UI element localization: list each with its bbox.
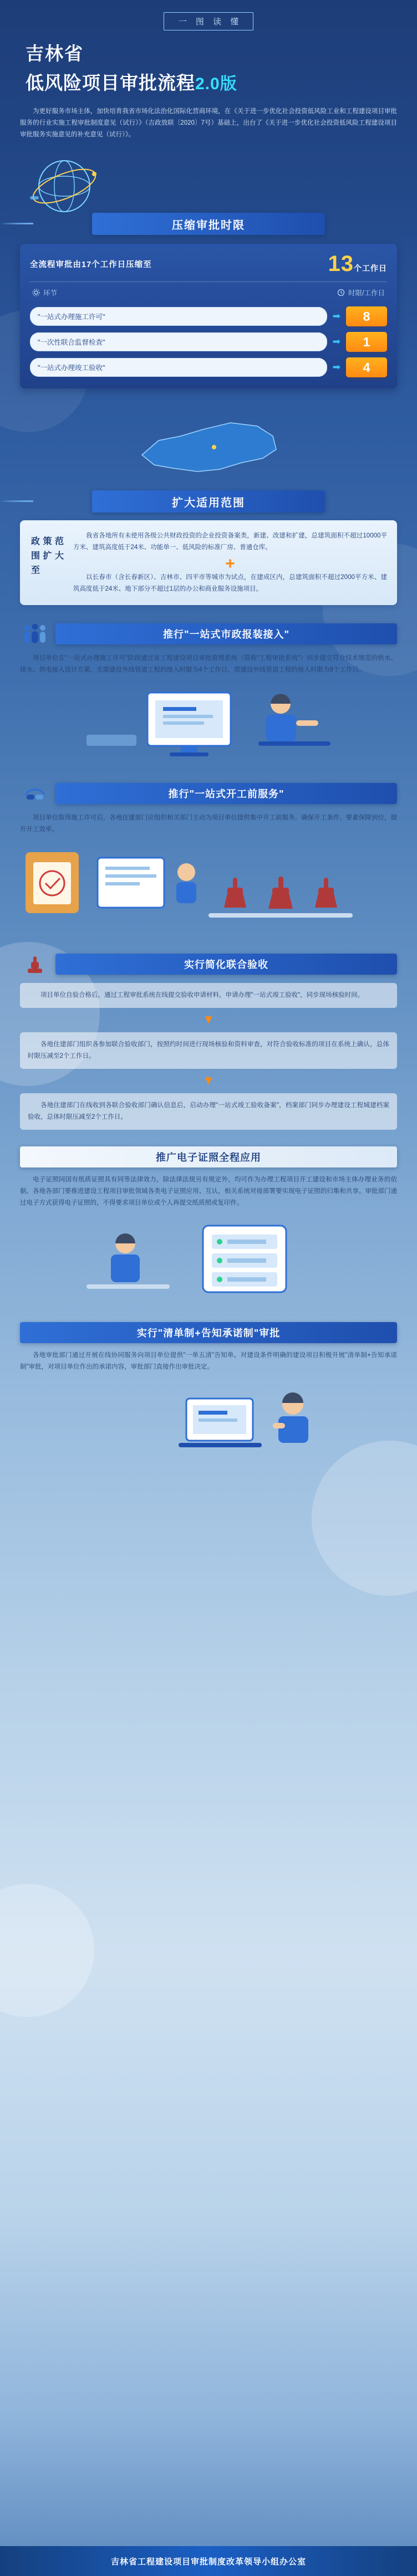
title-block <box>0 39 417 95</box>
section-commitment-approval <box>0 1322 417 1462</box>
decor-blob <box>0 1884 94 2017</box>
col-head-stage: 环节 <box>43 289 58 297</box>
arrow-right-icon: ➡ <box>332 336 340 347</box>
footer-text: 吉林省工程建设项目审批制度改革领导小组办公室 <box>110 2557 306 2567</box>
section-title-utility: 推行"一站式市政报装接入" <box>55 623 397 644</box>
acceptance-paragraph-2: 各地住建部门组织各参加联合验收部门，按照约时间进行现场核验和资料审查，对符合验收标准的项目在系统上确认，总体时限压减至2个工作日。 <box>20 1032 397 1069</box>
compress-summary-unit: 个工作日 <box>354 264 387 273</box>
section-joint-acceptance <box>0 952 417 1130</box>
stamp-approval-illustration <box>20 841 397 935</box>
read-badge: 一 图 读 懂 <box>164 12 254 30</box>
band-scope-wrap <box>0 490 417 513</box>
globe-illustration <box>0 160 417 213</box>
section-band-scope: 扩大适用范围 <box>92 490 325 513</box>
scope-paragraph-1: 我省各地所有未使用各级公共财政投资的企业投资备案类，新建、改建和扩建，总建筑面积不超过10000平方米、建筑高度低于24米、功能单一、低风险的标准厂房、普通仓库。 <box>73 532 387 551</box>
section-header <box>0 1146 417 1167</box>
server-illustration <box>20 1215 397 1309</box>
acceptance-paragraph-3: 各地住建部门在线收到各联合验收部门确认信息后，启动办理"一站式竣工验收备案"，档案部门同步办理建设工程城建档案验收，总体时限压减至2个工作日。 <box>20 1093 397 1130</box>
section-title-commitment: 实行"清单制+告知承诺制"审批 <box>20 1322 397 1343</box>
section-paragraph-preconstruction: 项目单位取得施工许可后，各地住建部门应组织相关部门主动为项目单位提供集中开工前服务，确保开工条件、要素保障到位，提升开工效率。 <box>20 815 397 833</box>
section-preconstruction-service <box>0 781 417 935</box>
divider <box>30 281 387 282</box>
section-utility-hookup <box>0 622 417 765</box>
col-head-days: 时限/工作日 <box>348 289 385 297</box>
jilin-map-illustration <box>0 407 417 490</box>
office-desk-illustration <box>20 682 397 765</box>
section-paragraph-commitment: 各地审批部门通过开展在线协同服务向项目单位提供"一单五清"告知单。对建设条件明确的建设项目积极开展"清单制+告知承诺制"审批，对项目单位作出的承诺内容，审批部门直接作出审批决定。 <box>20 1352 397 1370</box>
stage-label: "一次性联合监督检查" <box>30 332 327 351</box>
stage-days: 4 <box>346 357 387 377</box>
scope-card <box>20 520 397 605</box>
table-row <box>30 306 387 326</box>
section-compress <box>0 160 417 388</box>
intro-paragraph: 为更好服务市场主体，加快培育我省市场化法治化国际化营商环境，在《关于进一步优化社会投资低风险工业和工程建设项目审批服务的行业实施工程审批制度意见（试行）》（吉政放联〔2020〕7号）基础上，出台了《关于进一步优化社会投资低风险工程建设项目审批服务实施意见的补充意见（试行）》。 <box>20 108 397 138</box>
chevron-down-icon: ▼ <box>202 1012 215 1026</box>
title-version-suffix: 版 <box>220 75 237 93</box>
chevron-down-icon: ▼ <box>202 1073 215 1087</box>
compress-card <box>20 244 397 388</box>
table-row <box>30 332 387 352</box>
section-paragraph-elicense: 电子证照同国有纸质证照具有同等法律效力，除法律法规另有规定外，均可作为办理工程项目开工建设和市场主体办理业务的依据。各地各部门要推进建设工程项目审批领域各类电子证照应用、互认，相关系统对接部署要实现电子证照的归集和共享。审批部门通过电子方式获得电子证照的，不得要求项目单位或个人再提交纸质照或复印件。 <box>20 1176 397 1206</box>
section-paragraph-utility: 项目单位在"一站式办理施工许可"阶段通过省工程建设项目审批管理系统（简称"工程审批系统"）同步提交符合技术规范的供水、排水、供电接入设计方案，无需建设外线管道工程的接入时限为4个工作日，需建设外线管道工程的接入时限为9个工作日。 <box>20 655 397 673</box>
header <box>0 0 417 146</box>
band-compress-wrap <box>0 213 417 235</box>
section-header <box>0 1322 417 1343</box>
acceptance-paragraph-1: 项目单位自验合格后，通过工程审批系统在线提交验收申请材料，申请办理"一站式竣工验收"，同步现场核验时间。 <box>20 983 397 1008</box>
title-version: 2.0 <box>195 75 220 93</box>
handshake-icon <box>20 781 50 806</box>
col-head-days-wrap <box>337 288 385 298</box>
clock-icon <box>337 289 345 296</box>
scope-label: 政策范围扩大至 <box>31 537 64 575</box>
section-header <box>0 622 417 646</box>
people-icon <box>20 622 50 646</box>
stamp-icon <box>20 952 50 976</box>
section-scope <box>0 407 417 605</box>
stage-label: "一站式办理竣工验收" <box>30 358 327 377</box>
col-head-stage-wrap <box>32 288 57 298</box>
section-band-compress: 压缩审批时限 <box>92 213 325 235</box>
plus-sign: + <box>225 555 235 573</box>
arrow-right-icon: ➡ <box>332 311 340 321</box>
section-electronic-license <box>0 1146 417 1309</box>
section-title-elicense: 推广电子证照全程应用 <box>20 1146 397 1167</box>
section-header <box>0 781 417 806</box>
arrow-right-icon: ➡ <box>332 362 340 372</box>
stage-label: "一站式办理施工许可" <box>30 307 327 326</box>
section-title-preconstruction: 推行"一站式开工前服务" <box>55 783 397 804</box>
compress-summary-number: 13 <box>328 252 354 276</box>
page-title-line1: 吉林省 <box>26 43 84 64</box>
title-main: 低风险项目审批流程 <box>26 73 195 93</box>
section-header <box>0 952 417 976</box>
badge-wrap <box>0 12 417 30</box>
compress-summary <box>30 253 387 275</box>
scope-paragraph-2: 以长春市（含长春新区）、吉林市、四平市等城市为试点，在建成区内，总建筑面积不超过2000平方米、建筑高度低于24米、地下部分不超过1层的办公和商业服务设施项目。 <box>73 574 387 592</box>
footer-bar <box>0 2546 417 2576</box>
stage-days: 1 <box>346 332 387 352</box>
compress-summary-text: 全流程审批由17个工作日压缩至 <box>30 260 152 269</box>
table-header <box>30 286 387 301</box>
table-row <box>30 357 387 377</box>
page-title-line2 <box>26 69 417 95</box>
stage-days: 8 <box>346 306 387 326</box>
worker-computer-illustration <box>20 1379 397 1462</box>
gear-icon <box>32 289 40 296</box>
section-title-acceptance: 实行简化联合验收 <box>55 954 397 975</box>
